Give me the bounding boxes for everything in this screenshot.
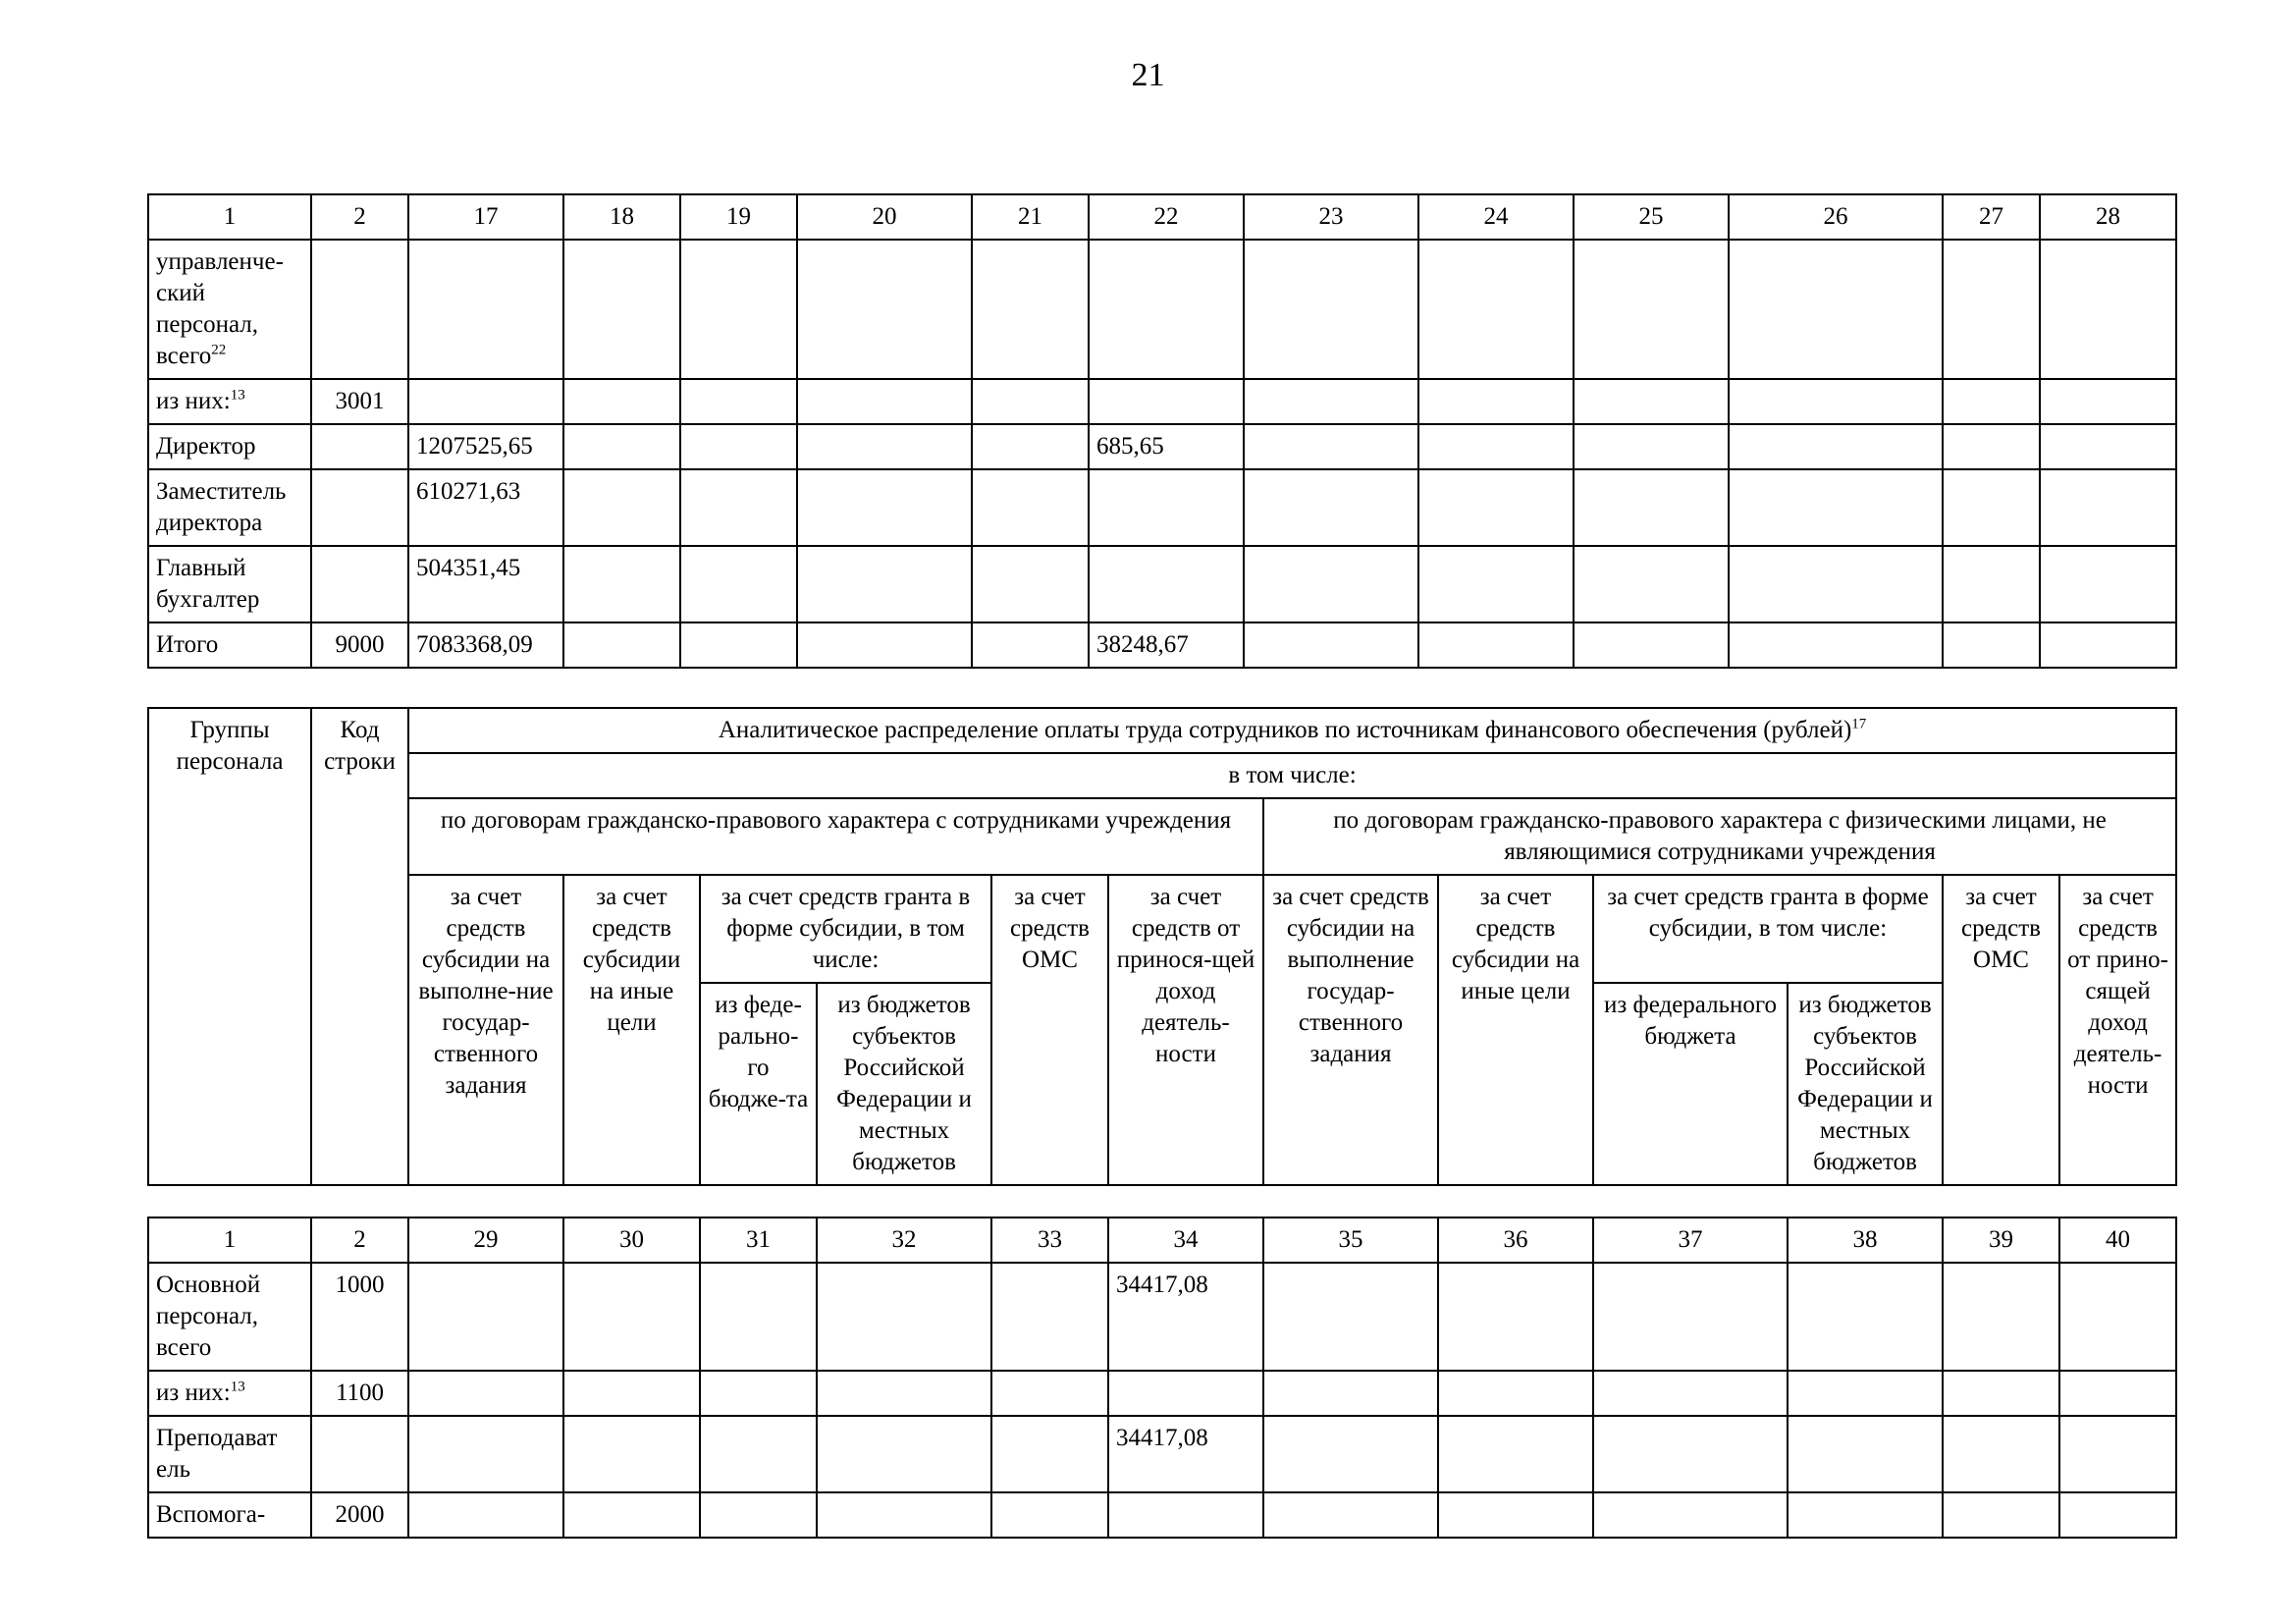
payroll-table-cols-17-28 — [147, 193, 2177, 669]
row-code — [311, 469, 408, 546]
row-label: Заместитель директора — [148, 469, 311, 546]
grant-header-b: за счет средств гранта в форме субсидии, в том числе: — [1593, 875, 1943, 983]
table-row — [148, 1416, 2176, 1492]
table-row — [148, 240, 2176, 379]
col-num: 19 — [680, 194, 797, 240]
code-header: Код строки — [311, 708, 408, 1185]
col-num: 40 — [2059, 1217, 2176, 1263]
col-num: 34 — [1108, 1217, 1263, 1263]
header-col-35: за счет средств субсидии на выполнение государ-ственного задания — [1263, 875, 1438, 1185]
cell-17 — [408, 240, 563, 379]
col-num: 30 — [563, 1217, 700, 1263]
row-code — [311, 546, 408, 622]
col-num: 25 — [1574, 194, 1729, 240]
cell-17: 7083368,09 — [408, 622, 563, 668]
column-number-row — [148, 1217, 2176, 1263]
cell-17: 610271,63 — [408, 469, 563, 546]
row-label: из них:$^{13}$ — [148, 1371, 311, 1416]
col-num: 31 — [700, 1217, 817, 1263]
cell-34: 34417,08 — [1108, 1416, 1263, 1492]
col-num: 36 — [1438, 1217, 1593, 1263]
cell-22 — [1089, 469, 1244, 546]
page-number: 21 — [1131, 57, 1165, 93]
header-col-34: за счет средств от принося-щей доход деятель-ности — [1108, 875, 1263, 1185]
table-row — [148, 469, 2176, 546]
cell-22 — [1089, 546, 1244, 622]
row-label: Итого — [148, 622, 311, 668]
col-num: 33 — [991, 1217, 1108, 1263]
col-num: 38 — [1788, 1217, 1943, 1263]
col-num: 27 — [1943, 194, 2040, 240]
col-num: 29 — [408, 1217, 563, 1263]
header-col-31: из феде-рально-го бюдже-та — [700, 983, 817, 1185]
col-num: 2 — [311, 1217, 408, 1263]
col-num: 2 — [311, 194, 408, 240]
groups-header: Группы персонала — [148, 708, 311, 1185]
row-code: 2000 — [311, 1492, 408, 1538]
header-col-37: из федерального бюджета — [1593, 983, 1788, 1185]
col-num: 18 — [563, 194, 680, 240]
header-col-39: за счет средств ОМС — [1943, 875, 2059, 1185]
distribution-title: Аналитическое распределение оплаты труда сотрудников по источникам финансового обеспечения (рублей)$^{17}$ — [408, 708, 2176, 753]
col-num: 23 — [1244, 194, 1418, 240]
table-row — [148, 1492, 2176, 1538]
cell-22: 685,65 — [1089, 424, 1244, 469]
table-row — [148, 424, 2176, 469]
col-num: 37 — [1593, 1217, 1788, 1263]
header-col-33: за счет средств ОМС — [991, 875, 1108, 1185]
col-num: 1 — [148, 1217, 311, 1263]
col-num: 24 — [1418, 194, 1574, 240]
cell-34 — [1108, 1371, 1263, 1416]
col-num: 21 — [972, 194, 1089, 240]
table-row — [148, 622, 2176, 668]
cell-17: 504351,45 — [408, 546, 563, 622]
row-code — [311, 240, 408, 379]
cell-22: 38248,67 — [1089, 622, 1244, 668]
col-num: 1 — [148, 194, 311, 240]
header-col-29: за счет средств субсидии на выполне-ние государ-ственного задания — [408, 875, 563, 1185]
col-num: 20 — [797, 194, 972, 240]
row-label: управленче-ский персонал, всего$^{22}$ — [148, 240, 311, 379]
row-code: 3001 — [311, 379, 408, 424]
gph-staff-header: по договорам гражданско-правового характера с сотрудниками учреждения — [408, 798, 1263, 875]
cell-22 — [1089, 240, 1244, 379]
col-num: 28 — [2040, 194, 2176, 240]
row-label: Преподават ель — [148, 1416, 311, 1492]
row-code — [311, 1416, 408, 1492]
row-label: из них:$^{13}$ — [148, 379, 311, 424]
col-num: 32 — [817, 1217, 991, 1263]
col-num: 39 — [1943, 1217, 2059, 1263]
payroll-table-cols-29-40 — [147, 1217, 2177, 1539]
cell-17 — [408, 379, 563, 424]
including-header: в том числе: — [408, 753, 2176, 798]
row-label: Директор — [148, 424, 311, 469]
row-code — [311, 424, 408, 469]
cell-22 — [1089, 379, 1244, 424]
distribution-header-table — [147, 707, 2177, 1186]
gph-other-header: по договорам гражданско-правового характера с физическими лицами, не являющимися сотрудниками учреждения — [1263, 798, 2176, 875]
cell-34: 34417,08 — [1108, 1263, 1263, 1371]
cell-17: 1207525,65 — [408, 424, 563, 469]
row-label: Вспомога- — [148, 1492, 311, 1538]
table-row — [148, 1371, 2176, 1416]
header-col-38: из бюджетов субъектов Российской Федерации и местных бюджетов — [1788, 983, 1943, 1185]
row-code: 1000 — [311, 1263, 408, 1371]
row-code: 1100 — [311, 1371, 408, 1416]
table-row — [148, 1263, 2176, 1371]
row-code: 9000 — [311, 622, 408, 668]
header-col-36: за счет средств субсидии на иные цели — [1438, 875, 1593, 1185]
column-number-row — [148, 194, 2176, 240]
col-num: 17 — [408, 194, 563, 240]
col-num: 26 — [1729, 194, 1943, 240]
header-col-32: из бюджетов субъектов Российской Федерации и местных бюджетов — [817, 983, 991, 1185]
header-col-40: за счет средств от прино-сящей доход деятель-ности — [2059, 875, 2176, 1185]
col-num: 22 — [1089, 194, 1244, 240]
header-col-30: за счет средств субсидии на иные цели — [563, 875, 700, 1185]
col-num: 35 — [1263, 1217, 1438, 1263]
row-label: Основной персонал, всего — [148, 1263, 311, 1371]
table-row — [148, 379, 2176, 424]
grant-header-a: за счет средств гранта в форме субсидии, в том числе: — [700, 875, 991, 983]
row-label: Главный бухгалтер — [148, 546, 311, 622]
table-row — [148, 546, 2176, 622]
cell-34 — [1108, 1492, 1263, 1538]
